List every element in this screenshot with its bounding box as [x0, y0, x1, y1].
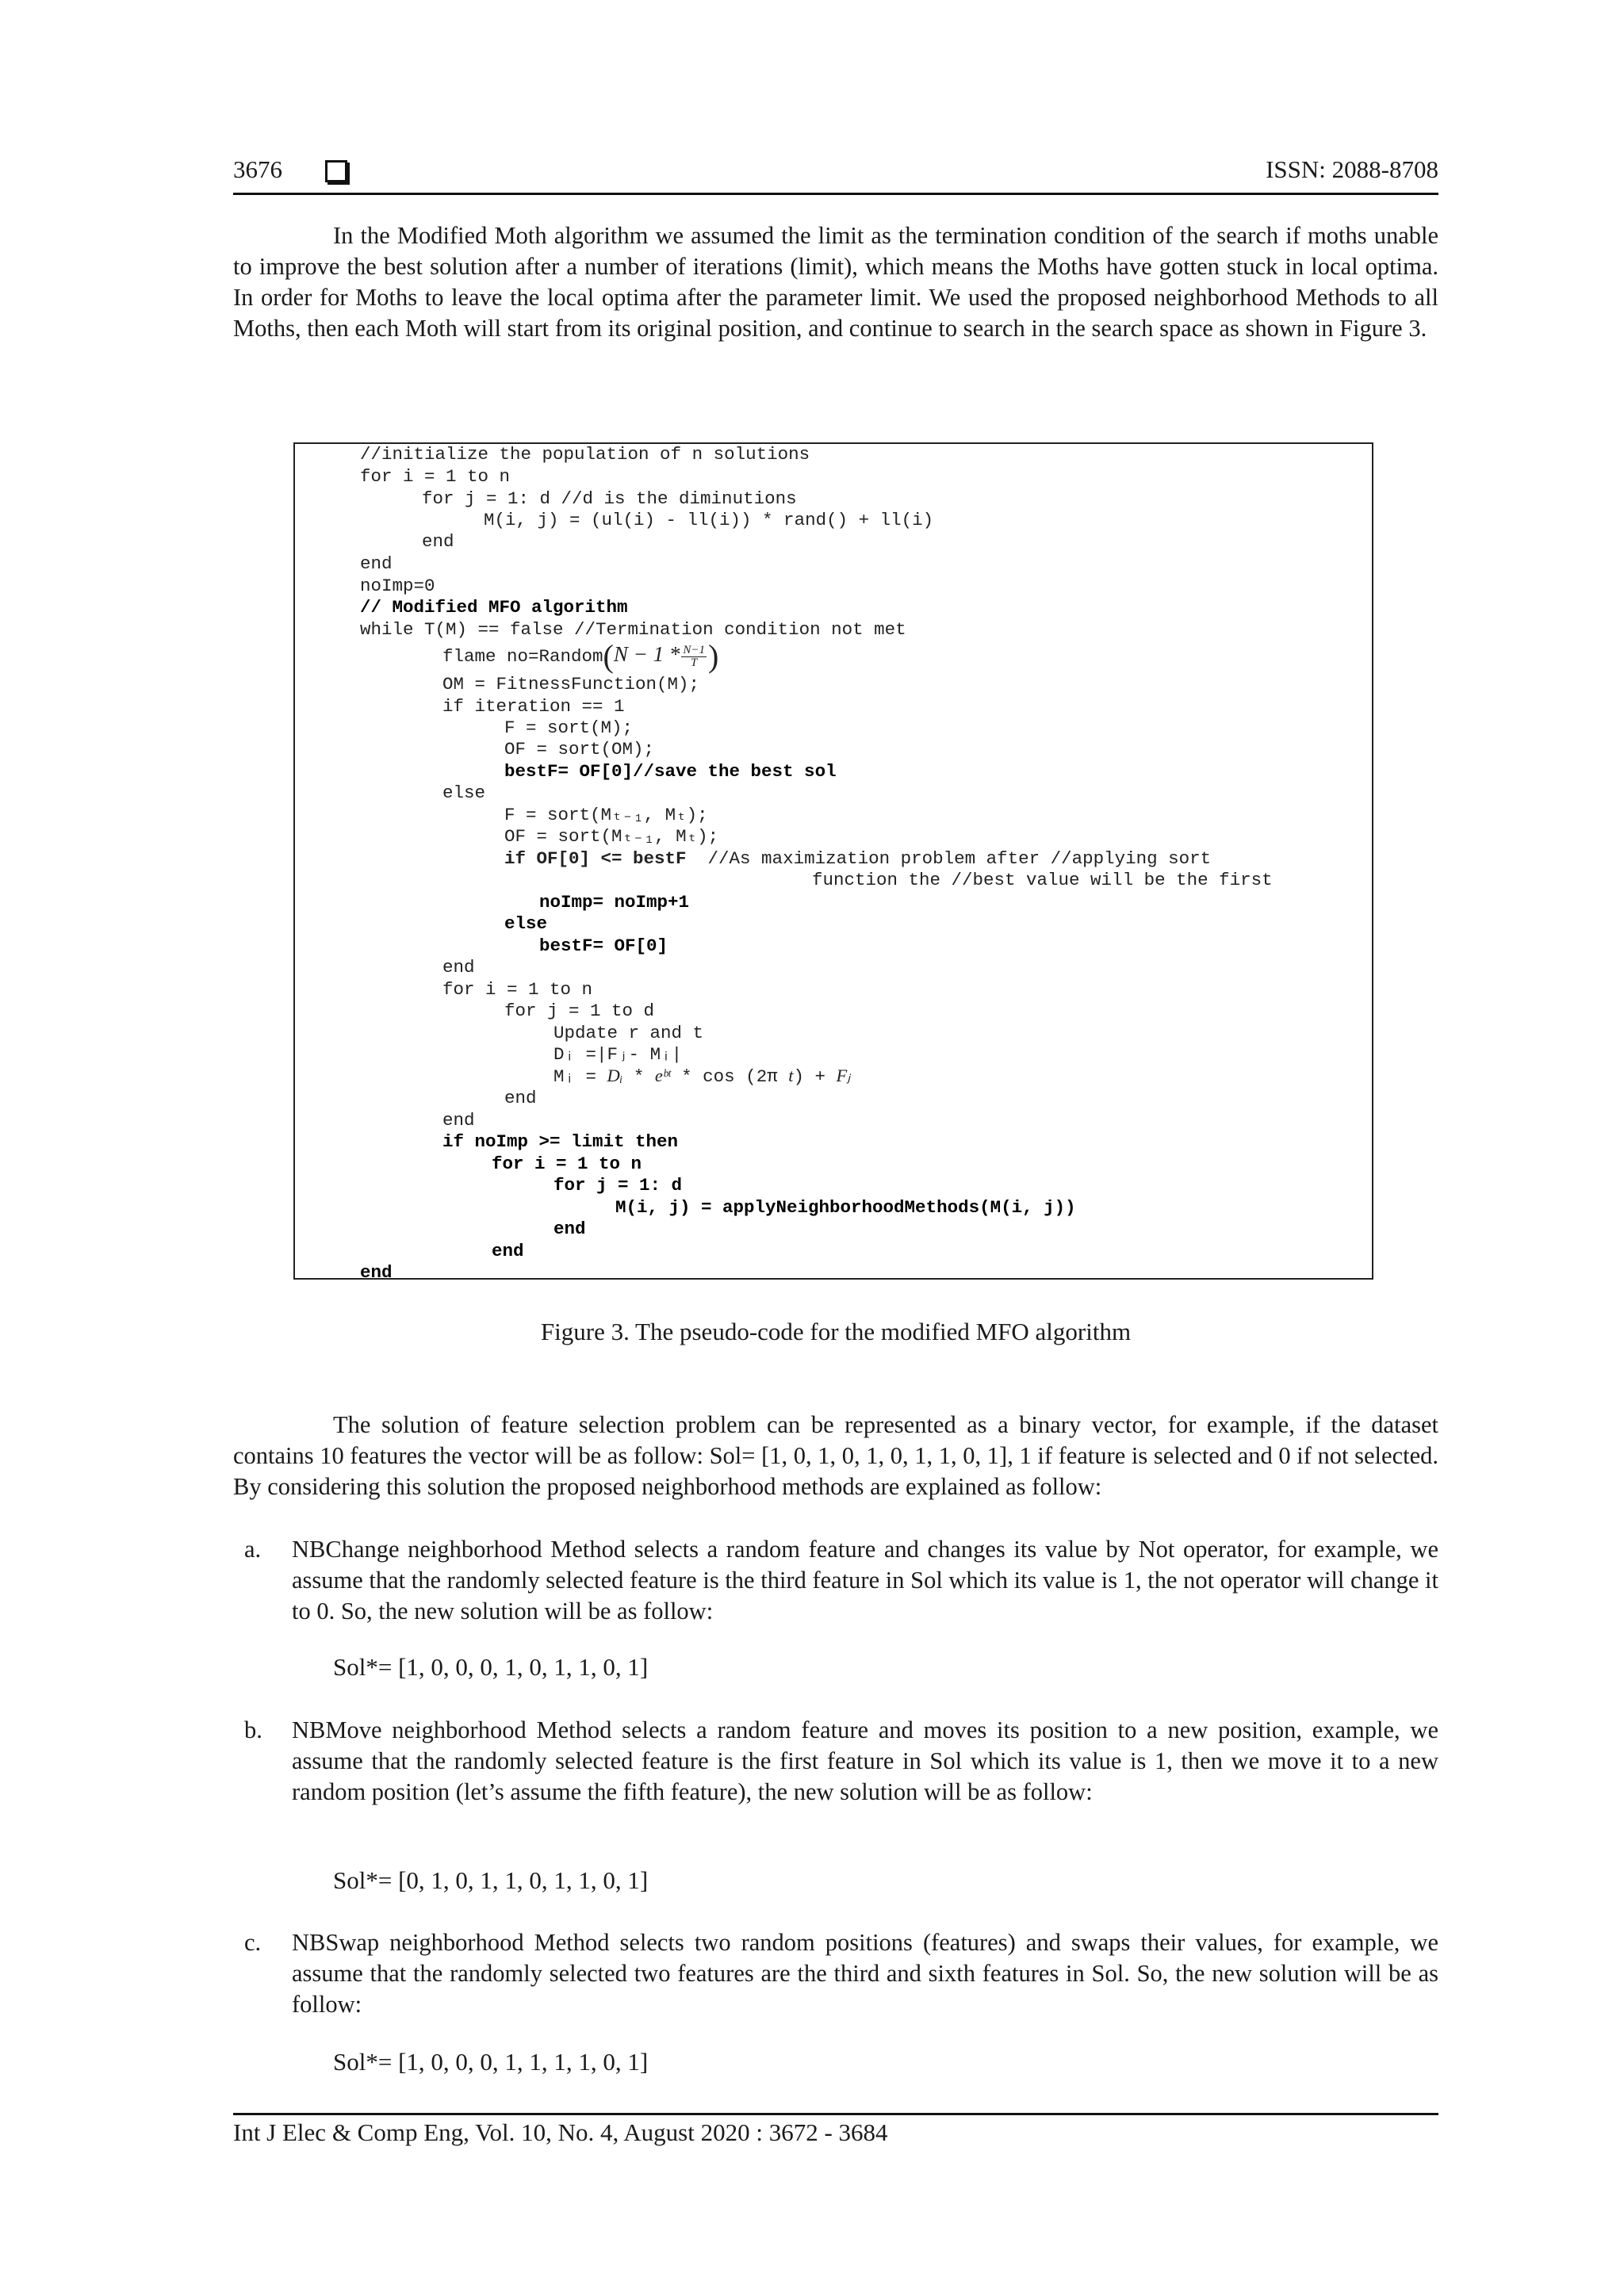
list-item-text: NBMove neighborhood Method selects a random feature and moves its position to a new position, example, we assume that the randomly selected feature is the first feature in Sol which its value is 1, then we move it to a new random position (let’s assume the fifth feature), the new solution will be as follow: [292, 1716, 1438, 1805]
code-line: for i = 1 to n [442, 979, 593, 1000]
code-line: Dᵢ =|Fⱼ- Mᵢ| [553, 1044, 683, 1065]
code-italic: eᵇᵗ [654, 1066, 671, 1085]
list-marker: a. [244, 1536, 262, 1563]
code-line: M(i, j) = (ul(i) - ll(i)) * rand() + ll(i) [484, 510, 934, 530]
code-line: for j = 1: d //d is the diminutions [422, 488, 797, 509]
solution-vector: Sol*= [1, 0, 0, 0, 1, 0, 1, 1, 0, 1] [333, 1653, 649, 1681]
figure-caption: Figure 3. The pseudo-code for the modified MFO algorithm [540, 1318, 1132, 1345]
fraction-denominator: T [691, 656, 698, 669]
list-marker: c. [244, 1929, 262, 1956]
code-text: * [622, 1066, 655, 1087]
code-line: end [360, 1262, 393, 1283]
code-line: //initialize the population of n solutions [360, 444, 810, 465]
square-bullet-icon [325, 160, 347, 182]
solution-paragraph-text: The solution of feature selection problem can be represented as a binary vector, for example, if the dataset contains 10 features the vector will be as follow: Sol= [1, 0, 1, 0, 1, 0, 1, 1, 0, 1], 1 if feature is selected and 0 if not selected. By considering this solution the proposed neighborhood methods are explained as follow: [233, 1411, 1438, 1500]
code-line: F = sort(M); [504, 718, 634, 738]
code-line: end [442, 1110, 475, 1131]
code-line: for i = 1 to n [492, 1154, 642, 1174]
code-text-bold: if OF[0] <= bestF [504, 848, 687, 869]
code-line: OM = FitnessFunction(M); [442, 674, 700, 695]
code-line: end [422, 531, 454, 552]
code-line: for j = 1: d [553, 1175, 683, 1196]
header-rule [233, 193, 1438, 195]
list-item [233, 1534, 1438, 1627]
list-item-text: NBSwap neighborhood Method selects two random positions (features) and swaps their values, for example, we assume that the randomly selected two features are the third and sixth features in Sol. So, the new solution will be as follow: [292, 1929, 1438, 2018]
code-line: noImp=0 [360, 576, 435, 596]
code-line: // Modified MFO algorithm [360, 597, 628, 618]
code-line: for j = 1 to d [504, 1001, 655, 1021]
list-marker: b. [244, 1716, 262, 1743]
code-line: Update r and t [553, 1023, 704, 1043]
solution-vector: Sol*= [0, 1, 0, 1, 1, 0, 1, 1, 0, 1] [333, 1866, 649, 1894]
solution-vector: Sol*= [1, 0, 0, 0, 1, 1, 1, 1, 0, 1] [333, 2048, 649, 2076]
close-paren: ) [708, 638, 719, 675]
code-line: noImp= noImp+1 [539, 892, 690, 913]
fraction-numerator: N−1 [683, 643, 705, 656]
issn: ISSN: 2088-8708 [1266, 155, 1438, 183]
code-text: * cos (2π [670, 1066, 789, 1087]
code-line: M(i, j) = applyNeighborhoodMethods(M(i, j)) [615, 1197, 1076, 1218]
open-paren: ( [603, 638, 614, 675]
code-line: F = sort(Mₜ₋₁, Mₜ); [504, 805, 708, 825]
code-line-update-position [553, 1066, 850, 1087]
code-text: flame no=Random [442, 646, 603, 667]
code-line: end [442, 957, 475, 978]
code-italic: Dᵢ [607, 1066, 623, 1085]
list-item-text: NBChange neighborhood Method selects a random feature and changes its value by Not operator, for example, we assume that the randomly selected feature is the third feature in Sol which its value is 1, the not operator will change it to 0. So, the new solution will be as follow: [292, 1536, 1438, 1624]
code-line: OF = sort(Mₜ₋₁, Mₜ); [504, 826, 719, 847]
code-italic: Fⱼ [836, 1066, 851, 1085]
intro-paragraph-text: In the Modified Moth algorithm we assumed the limit as the termination condition of the search if moths unable to improve the best solution after a number of iterations (limit), which means the Moths have gotten stuck in local optima. In order for Moths to leave the local optima after the parameter limit. We used the proposed neighborhood Methods to all Moths, then each Moth will start from its original position, and continue to search in the search space as shown in Figure 3. [233, 222, 1438, 342]
footer-rule [233, 2113, 1438, 2115]
code-line: end [492, 1241, 524, 1261]
intro-paragraph [233, 220, 1438, 344]
solution-paragraph [233, 1410, 1438, 1502]
page-number: 3676 [233, 155, 282, 183]
code-line: function the //best value will be the first [812, 870, 1273, 890]
code-line: OF = sort(OM); [504, 739, 655, 760]
code-text: ) + [793, 1066, 837, 1087]
code-line: while T(M) == false //Termination condition not met [360, 619, 906, 640]
list-item [233, 1927, 1438, 2020]
code-line-if [504, 848, 1211, 869]
page-footer: Int J Elec & Comp Eng, Vol. 10, No. 4, August 2020 : 3672 - 3684 [233, 2118, 888, 2146]
code-line: end [360, 553, 393, 574]
code-line: bestF= OF[0]//save the best sol [504, 761, 837, 782]
code-line: bestF= OF[0] [539, 936, 668, 956]
code-comment: //As maximization problem after //applying sort [686, 848, 1212, 869]
code-line: if noImp >= limit then [442, 1131, 679, 1152]
code-line: else [504, 913, 548, 934]
code-line: else [442, 783, 486, 803]
pseudo-code-figure [293, 442, 1373, 1283]
list-item [233, 1715, 1438, 1808]
fraction [681, 645, 707, 669]
code-line-flame-no [442, 638, 719, 675]
code-line: for i = 1 to n [360, 466, 511, 487]
code-line: if iteration == 1 [442, 696, 625, 717]
code-line: end [553, 1219, 586, 1239]
code-line: end [504, 1088, 537, 1108]
code-text: Mᵢ = [553, 1066, 607, 1087]
page-header [233, 155, 1438, 197]
formula-expr: N − 1 * [613, 642, 680, 666]
code-italic: t [788, 1066, 794, 1085]
